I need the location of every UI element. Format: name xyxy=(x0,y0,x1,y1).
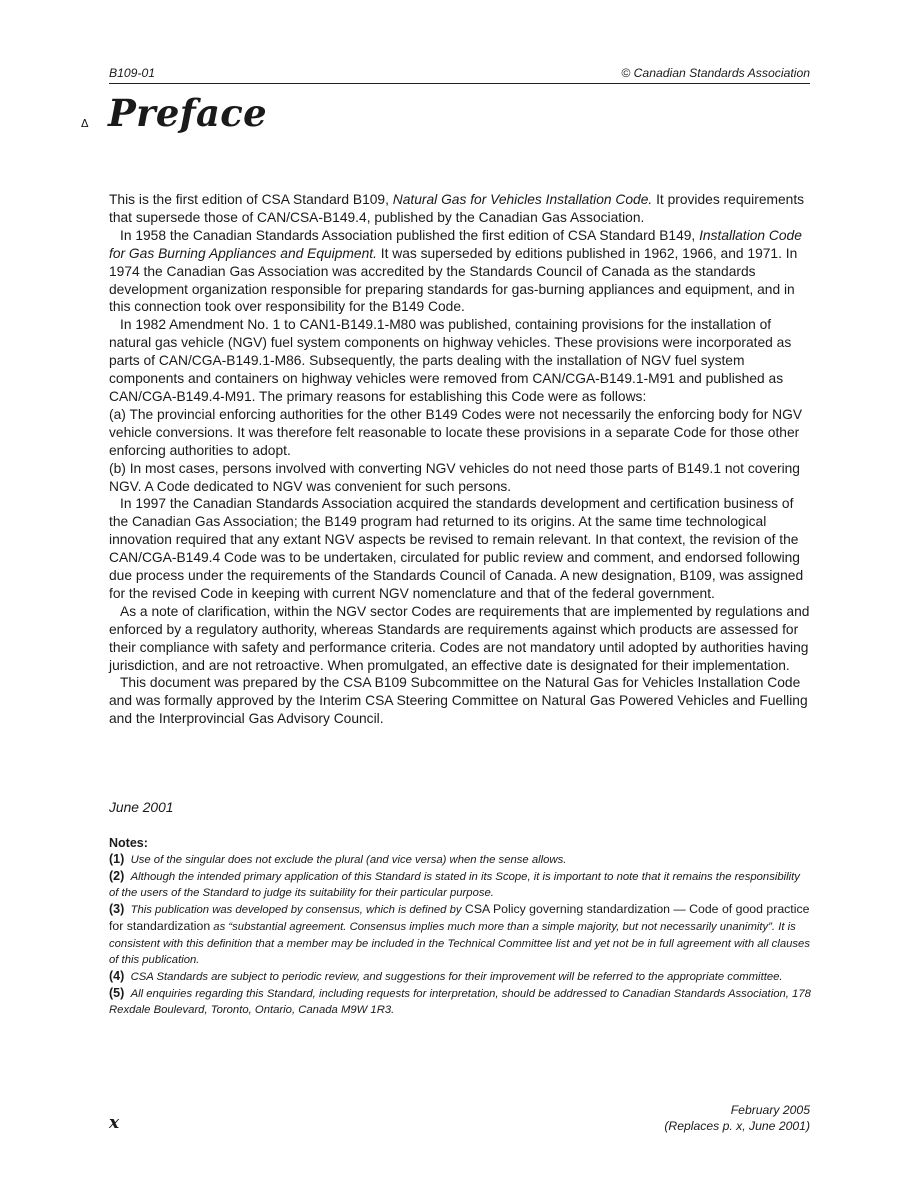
paragraph-1: This is the first edition of CSA Standard B109, Natural Gas for Vehicles Installation Code. It provides requirements that supersede those of CAN/CSA-B149.4, published by the Canadian Gas Association. xyxy=(109,192,805,225)
standard-title: Installation Code for Gas Burning Appliances and Equipment. xyxy=(109,227,802,261)
paragraph-8: This document was prepared by the CSA B109 Subcommittee on the Natural Gas for Vehicles Installation Code and was formally approved by the Interim CSA Steering Committee on Natural Gas Powered Vehicles and Fuelling and the Interprovincial Gas Advisory Council. xyxy=(109,675,808,727)
page-number: x xyxy=(109,1113,120,1133)
note-2: (2) Although the intended primary application of this Standard is stated in its Scope, it is important to note that it remains the responsibility of the users of the Standard to judge its suitability for their particular purpose. xyxy=(109,869,800,900)
paragraph-6: In 1997 the Canadian Standards Association acquired the standards development and certification business of the Canadian Gas Association; the B149 program had returned to its origins. At the same time technological innovation required that any extant NGV aspects be revised to remain relevant. In that context, the revision of the CAN/CGA-B149.4 Code was to be undertaken, circulated for public review and comment, and endorsed following due process under the requirements of the Standards Council of Canada. A new designation, B109, was assigned for the revised Code in keeping with current NGV nomenclature and that of the federal government. xyxy=(109,496,804,601)
note-5: (5) All enquiries regarding this Standard, including requests for interpretation, should be addressed to Canadian Standards Association, 178 Rexdale Boulevard, Toronto, Ontario, Canada M9W 1R3. xyxy=(109,985,811,1016)
footer-replaces: (Replaces p. x, June 2001) xyxy=(664,1119,810,1133)
notes-heading: Notes: xyxy=(109,836,148,850)
preface-body xyxy=(109,191,811,728)
paragraph-7: As a note of clarification, within the NGV sector Codes are requirements that are implemented by regulations and enforced by a regulatory authority, whereas Standards are requirements against which products are assessed for their compliance with safety and performance criteria. Codes are not mandatory until adopted by authorities having jurisdiction, and are not retroactive. When promulgated, an effective date is designated for their implementation. xyxy=(109,603,810,673)
page-title: Preface xyxy=(108,91,267,135)
revision-mark-icon: Δ xyxy=(81,117,89,130)
footer-revision-info xyxy=(664,1102,810,1134)
running-header xyxy=(109,65,810,84)
note-3: (3) This publication was developed by consensus, which is defined by CSA Policy governing standardization — Code of good practice for standardization as “substantial agreement. Consensus implies much more than a simple majority, but not necessarily unanimity”. It is consistent with this definition that a member may be included in the Technical Committee list and yet not be in full agreement with all clauses of this publication. xyxy=(109,902,810,966)
edition-date: June 2001 xyxy=(109,800,174,815)
standard-title: Natural Gas for Vehicles Installation Code. xyxy=(392,192,653,207)
header-copyright: © Canadian Standards Association xyxy=(621,66,810,80)
paragraph-reason-b: (b) In most cases, persons involved with converting NGV vehicles do not need those parts of B149.1 not covering NGV. A Code dedicated to NGV was convenient for such persons. xyxy=(109,460,800,494)
note-4: (4) CSA Standards are subject to periodic review, and suggestions for their improvement will be referred to the appropriate committee. xyxy=(109,968,783,983)
paragraph-2: In 1958 the Canadian Standards Association published the first edition of CSA Standard B149, Installation Code for Gas Burning Appliances and Equipment. It was superseded by editions published in 1962, 1966, and 1971. In 1974 the Canadian Gas Association was accredited by the Standards Council of Canada as the standards development organization responsible for preparing standards for gas-burning appliances and equipment, and in this connection took over responsibility for the B149 Code. xyxy=(109,227,802,315)
footer-date: February 2005 xyxy=(730,1103,810,1117)
header-document-code: B109-01 xyxy=(109,66,156,80)
paragraph-3: In 1982 Amendment No. 1 to CAN1-B149.1-M80 was published, containing provisions for the installation of natural gas vehicle (NGV) fuel system components on highway vehicles. These provisions were incorporated as parts of CAN/CGA-B149.1-M86. Subsequently, the parts dealing with the installation of NGV fuel system components and containers on highway vehicles were removed from CAN/CGA-B149.1-M91 and published as CAN/CGA-B149.4-M91. The primary reasons for establishing this Code were as follows: xyxy=(109,317,792,404)
notes-section xyxy=(109,835,811,1018)
note-1: (1) Use of the singular does not exclude the plural (and vice versa) when the sense allows. xyxy=(109,852,567,867)
paragraph-reason-a: (a) The provincial enforcing authorities for the other B149 Codes were not necessarily the enforcing body for NGV vehicle conversions. It was therefore felt reasonable to locate these provisions in a separate Code for those other enforcing authorities to adopt. xyxy=(109,406,803,458)
